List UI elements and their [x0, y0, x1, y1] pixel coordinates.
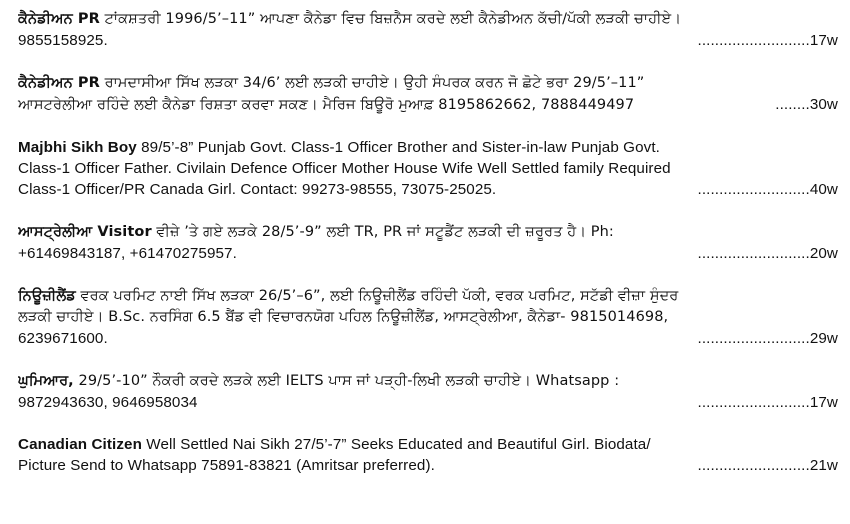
- ad-contact: ਆਸਟਰੇਲੀਆ ਰਹਿੰਦੇ ਲਈ ਕੈਨੇਡਾ ਰਿਸ਼ਤਾ ਕਰਵਾ ਸਕਣ। ਮੈਰਿਜ ਬਿਊਰੋ ਮੁਆਫ਼ 8195862662, 7888449497: [18, 97, 635, 113]
- ad-word-count: ..........................29w: [697, 330, 838, 347]
- ad-word-count: ..........................40w: [697, 181, 838, 198]
- ad-word-count: ..........................17w: [697, 32, 838, 49]
- ad-word-count: ..........................20w: [697, 245, 838, 262]
- ad-3: [18, 137, 838, 200]
- ad-1: [18, 8, 838, 51]
- ad-word-count: ..........................17w: [697, 394, 838, 411]
- ad-heading: ਕੈਨੇਡੀਅਨ PR: [18, 75, 100, 91]
- ad-text: ਵੀਜ਼ੇ ’ਤੇ ਗਏ ਲੜਕੇ 28/5’-9” ਲਈ TR, PR ਜਾਂ ਸਟੂਡੈਂਟ ਲੜਕੀ ਦੀ ਜ਼ਰੂਰਤ ਹੈ। Ph:: [151, 224, 614, 240]
- ad-text: ਰਾਮਦਾਸੀਆ ਸਿੱਖ ਲੜਕਾ 34/6’ ਲਈ ਲੜਕੀ ਚਾਹੀਏ। ਉਹੀ ਸੰਪਰਕ ਕਰਨ ਜੋ ਛੋਟੇ ਭਰਾ 29/5’–11”: [99, 75, 645, 91]
- ad-text: ਵਰਕ ਪਰਮਿਟ ਨਾਈ ਸਿੱਖ ਲੜਕਾ 26/5’–6”, ਲਈ ਨਿਊਜ਼ੀਲੈਂਡ ਰਹਿੰਦੀ ਪੱਕੀ, ਵਰਕ ਪਰਮਿਟ, ਸਟੱਡੀ ਵੀਜ਼ਾ ਸੁੰਦਰ: [75, 288, 679, 304]
- ad-5: [18, 285, 838, 349]
- ad-2: [18, 72, 838, 116]
- ad-text: Class-1 Officer Father. Civilain Defence Officer Mother House Wife Well Settled family Required: [18, 160, 671, 177]
- ad-7: [18, 434, 838, 476]
- ad-contact: 6239671600.: [18, 330, 108, 347]
- classified-ads-page: [18, 8, 838, 497]
- ad-heading: Canadian Citizen: [18, 436, 142, 453]
- ad-4: [18, 221, 838, 264]
- ad-6: [18, 370, 838, 413]
- ad-text: ਲੜਕੀ ਚਾਹੀਏ। B.Sc. ਨਰਸਿੰਗ 6.5 ਬੈਂਡ ਵੀ ਵਿਚਾਰਨਯੋਗ ਪਹਿਲ ਨਿਊਜ਼ੀਲੈਂਡ, ਆਸਟ੍ਰੇਲੀਆ, ਕੈਨੇਡਾ- 9815014698,: [18, 309, 669, 325]
- ad-heading: ਆਸਟ੍ਰੇਲੀਆ Visitor: [18, 224, 152, 240]
- ad-word-count: ..........................21w: [697, 457, 838, 474]
- ad-text: Well Settled Nai Sikh 27/5’-7” Seeks Educated and Beautiful Girl. Biodata/: [141, 436, 651, 453]
- ad-contact: Class-1 Officer/PR Canada Girl. Contact: 99273-98555, 73075-25025.: [18, 181, 497, 198]
- ad-text: ਟਾਂਕਸ਼ਤਰੀ 1996/5’–11” ਆਪਣਾ ਕੈਨੇਡਾ ਵਿਚ ਬਿਜ਼ਨੈਸ ਕਰਦੇ ਲਈ ਕੈਨੇਡੀਅਨ ਕੱਚੀ/ਪੱਕੀ ਲੜਕੀ ਚਾਹੀਏ।: [99, 11, 682, 27]
- ad-text: 29/5’-10” ਨੌਕਰੀ ਕਰਦੇ ਲੜਕੇ ਲਈ IELTS ਪਾਸ ਜਾਂ ਪੜ੍ਹੀ-ਲਿਖੀ ਲੜਕੀ ਚਾਹੀਏ। Whatsapp :: [73, 373, 620, 389]
- ad-contact: +61469843187, +61470275957.: [18, 245, 237, 262]
- ad-contact: 9855158925.: [18, 32, 108, 49]
- ad-heading: ਨਿਊਜ਼ੀਲੈਂਡ: [18, 288, 76, 304]
- ad-heading: Majbhi Sikh Boy: [18, 139, 137, 156]
- ad-word-count: ........30w: [775, 96, 838, 113]
- ad-contact: 9872943630, 9646958034: [18, 394, 198, 411]
- ad-contact: Picture Send to Whatsapp 75891-83821 (Amritsar preferred).: [18, 457, 435, 474]
- ad-text: 89/5’-8” Punjab Govt. Class-1 Officer Brother and Sister-in-law Punjab Govt.: [136, 139, 660, 156]
- ad-heading: ਕੈਨੇਡੀਅਨ PR: [18, 11, 100, 27]
- ad-heading: ਘੁਮਿਆਰ,: [18, 373, 74, 389]
